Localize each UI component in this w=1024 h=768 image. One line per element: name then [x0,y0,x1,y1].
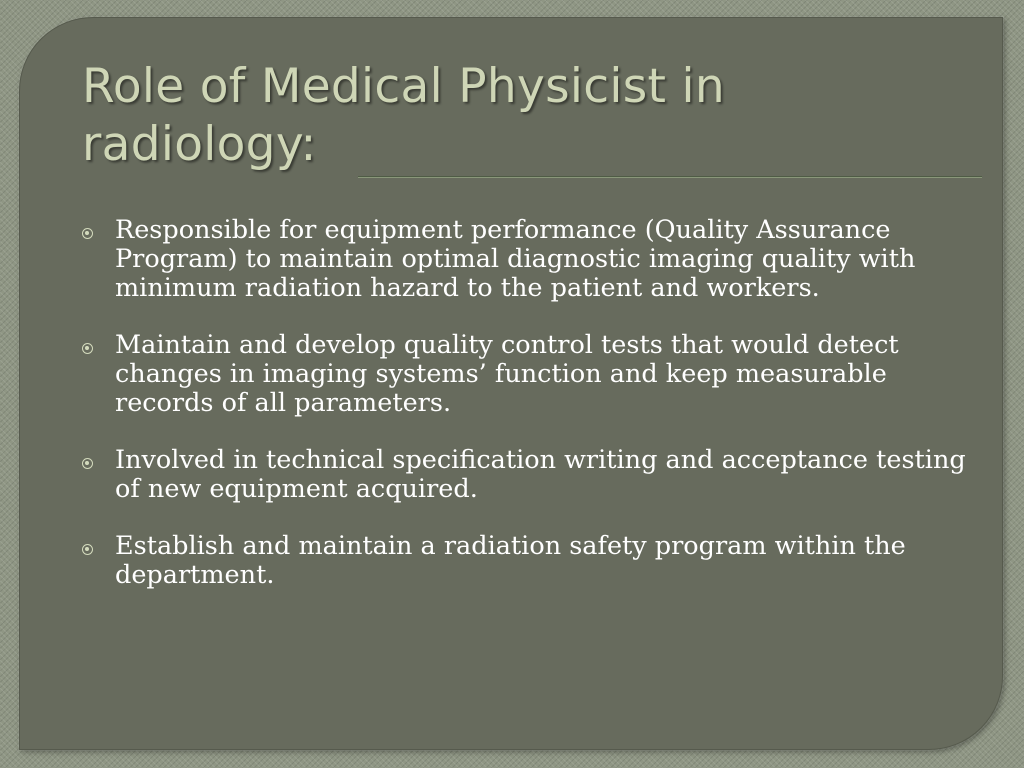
bullet-text: Responsible for equipment performance (Quality Assurance Program) to maintain optimal diagnostic imaging quality with minimum radiation hazard to the patient and workers. [115,215,916,303]
target-bullet-icon [82,458,93,469]
bullet-item [82,216,982,303]
bullet-text: Involved in technical specification writing and acceptance testing of new equipment acquired. [115,445,966,504]
bullet-list [82,216,982,618]
bullet-item [82,532,982,590]
target-bullet-icon [82,228,93,239]
title-underline [358,176,982,178]
slide-panel [19,17,1003,750]
bullet-text: Establish and maintain a radiation safety program within the department. [115,531,906,590]
slide-title: Role of Medical Physicist in radiology: [82,59,725,172]
bullet-item [82,331,982,418]
target-bullet-icon [82,343,93,354]
bullet-text: Maintain and develop quality control tests that would detect changes in imaging systems’ function and keep measurable records of all parameters. [115,330,899,418]
target-bullet-icon [82,544,93,555]
bullet-item [82,446,982,504]
